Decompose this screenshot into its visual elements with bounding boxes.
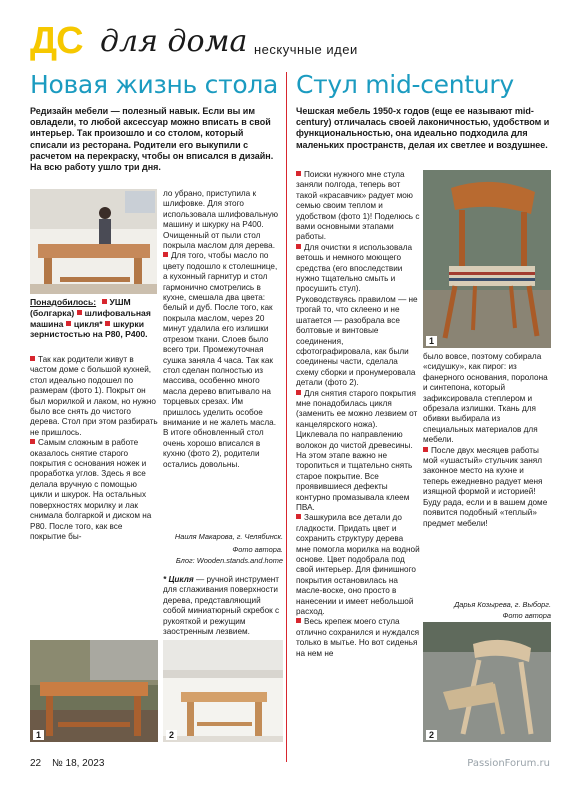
- paragraph: Зашкурила все детали до гладкости. Придать цвет и сохранить структуру дерева мне помогла морилка на водной основе. Цвет подобрала под свой интерьер. Для финишного покрытия остановилась на масле-воске, оно просто в нанесении и имеет небольшой расход.: [296, 513, 420, 617]
- right-col1-body: [296, 170, 420, 659]
- footnote: [163, 575, 283, 637]
- bullet-icon: [423, 447, 428, 452]
- needed-item: цикля*: [73, 318, 103, 329]
- table-kitchen-image: [163, 640, 283, 742]
- needed-item: шлифовальная машина: [30, 307, 151, 329]
- magazine-logo: ДС: [30, 20, 83, 62]
- page-footer: [30, 758, 550, 772]
- issue-number: № 18, 2023: [52, 758, 105, 769]
- bullet-icon: [30, 356, 35, 361]
- photo-number: 2: [166, 730, 177, 740]
- paragraph: Весь крепеж моего стула отлично сохранился и нуждался только в мытье. Но вот сиденья на нем не: [296, 617, 420, 658]
- needed-item: шкурки зернистостью на Р80, Р400.: [30, 318, 148, 340]
- right-photo-1: [423, 170, 551, 348]
- bullet-icon: [163, 252, 168, 257]
- photo-number: 1: [426, 336, 437, 346]
- left-author: Наиля Макарова, г. Челябинск.: [174, 532, 283, 541]
- section-title: для дома: [100, 24, 248, 59]
- left-photo-3: [163, 640, 283, 742]
- watermark: PassionForum.ru: [467, 758, 550, 769]
- paragraph: было вовсе, поэтому собирала «сидушку», как пирог: из фанерного основания, поролона и синтепона, который зафиксировала степлером и обрезала излишки. Ткань для обивки выбирала из специальных материалов для мебели.: [423, 352, 548, 445]
- paragraph: Для того, чтобы масло по цвету подошло к столешнице, а кухонный гарнитур и стол гармонично смотрелись в кухне, смешала два цвета: белый и дуб. После того, как покрыла маслом, через 20 минут удалила его излишки отрезом ткани. Слоев было всего три. Промежуточная сушка заняла 4 часа. Так как стол сделан полностью из массива, особенно много масла дерево впитывало на торцевых срезах. Им пришлось уделить особое внимание и не жалеть масла. В итоге обновленный стол очень хорошо вписался в кухню (фото 2), родители остались довольны.: [163, 251, 278, 469]
- right-photo-credit: Фото автора: [502, 611, 551, 620]
- left-lead: Редизайн мебели — полезный навык. Если вы им овладели, то любой аксессуар можно вписать в свой интерьер. Так произошло и со столом, который списали из ресторана. Родители его выкупили с расчетом на перекраску, чтобы он вписался в дизайн. На всю работу ушло три дня.: [30, 106, 274, 173]
- bullet-icon: [77, 310, 82, 315]
- bullet-icon: [296, 171, 301, 176]
- needed-label: Понадобилось:: [30, 297, 97, 307]
- right-article-title: Стул mid-century: [296, 70, 514, 99]
- paragraph: Самым сложным в работе оказалось снятие старого покрытия с основания ножек и проработка углов. Здесь я все делала вручную с помощью цикли и шкурок. На остальных поверхностях морилку и лак снимала болгаркой и диском на Р80. После того, как все покрытие бы-: [30, 438, 152, 541]
- right-author: Дарья Козырева, г. Выборг.: [454, 600, 551, 609]
- paragraph: Для снятия старого покрытия мне понадобилась цикля (заменить ее можно лезвием от канцелярского ножа). Циклевала по направлению волокон до чистой древесины. На этом этапе важно не торопиться и тщательно снять старое покрытие. Все проявившиеся дефекты контурно промазывала клеем ПВА.: [296, 388, 418, 512]
- kitchen-table-image: [30, 189, 157, 294]
- needed-item: УШМ (болгарка): [30, 297, 131, 318]
- needed-list: [30, 297, 157, 340]
- paragraph: Так как родители живут в частом доме с большой кухней, стол идеально подошел по размерам (фото 1). Покрыт он был морилкой и лаком, но нужно было все снять до чистого дерева. Стол при этом разбирать не пришлось.: [30, 355, 158, 437]
- right-photo-2: [423, 622, 551, 742]
- right-lead: Чешская мебель 1950-х годов (еще ее называют mid-century) отличалась своей лаконичностью, удобством и функциональностью, она идеально подходила для маленьких пространств, делая их светлее и воздушнее.: [296, 106, 550, 150]
- bullet-icon: [30, 439, 35, 444]
- left-article-title: Новая жизнь стола: [30, 70, 279, 99]
- chair-parts-image: [423, 622, 551, 742]
- bullet-icon: [296, 244, 301, 249]
- photo-number: 2: [426, 730, 437, 740]
- bullet-icon: [66, 321, 71, 326]
- photo-number: 1: [33, 730, 44, 740]
- column-divider: [286, 72, 287, 762]
- paragraph: После двух месяцев работы мой «ушастый» стульчик занял законное место на кухне и теперь ежедневно радует меня изящной формой и историей! Буду рада, если и в вашем доме появится подобный «теплый» предмет мебели!: [423, 445, 548, 528]
- paragraph: Поиски нужного мне стула заняли полгода, теперь вот такой «красавчик» радует мою семью своим теплом и удобством (фото 1)! Поделюсь с вами основными этапами работы.: [296, 170, 420, 242]
- page-number: 22: [30, 758, 42, 769]
- section-subtitle: нескучные идеи: [254, 42, 358, 57]
- bullet-icon: [105, 321, 110, 326]
- left-col2-body: [163, 189, 283, 470]
- table-outdoor-image: [30, 640, 158, 742]
- paragraph: Для очистки я использовала ветошь и немного моющего средства (его впоследствии нужно тщательно смыть и просушить стул). Руководствуясь правилом — не трогай то, что склеено и не шатается — разобрала все болтовые и винтовые соединения, сфотографировала, как были соединены части, сделала схему сборки и пронумеровала детали (фото 2).: [296, 242, 418, 388]
- bullet-icon: [296, 390, 301, 395]
- paragraph: ло убрано, приступила к шлифовке. Для этого использовала шлифовальную машину и шкурку на Р400. Очищенный от пыли стол покрыла маслом для дерева.: [163, 189, 278, 251]
- section-header: [30, 22, 550, 64]
- left-photo-1: [30, 189, 157, 294]
- bullet-icon: [102, 299, 107, 304]
- left-photo-2: [30, 640, 158, 742]
- chair-image: [423, 170, 551, 348]
- right-col2-body: [423, 352, 551, 529]
- footnote-text: — ручной инструмент для сглаживания поверхности дерева, представляющий собой миниатюрный скребок с рукояткой и режущим заостренным лезвием.: [163, 575, 280, 637]
- bullet-icon: [296, 618, 301, 623]
- left-blog: Блог: Wooden.stands.and.home: [175, 556, 283, 565]
- bullet-icon: [296, 514, 301, 519]
- footnote-term: * Цикля: [163, 575, 194, 584]
- left-photo-credit: Фото автора.: [232, 545, 283, 554]
- left-col1-body: [30, 355, 158, 542]
